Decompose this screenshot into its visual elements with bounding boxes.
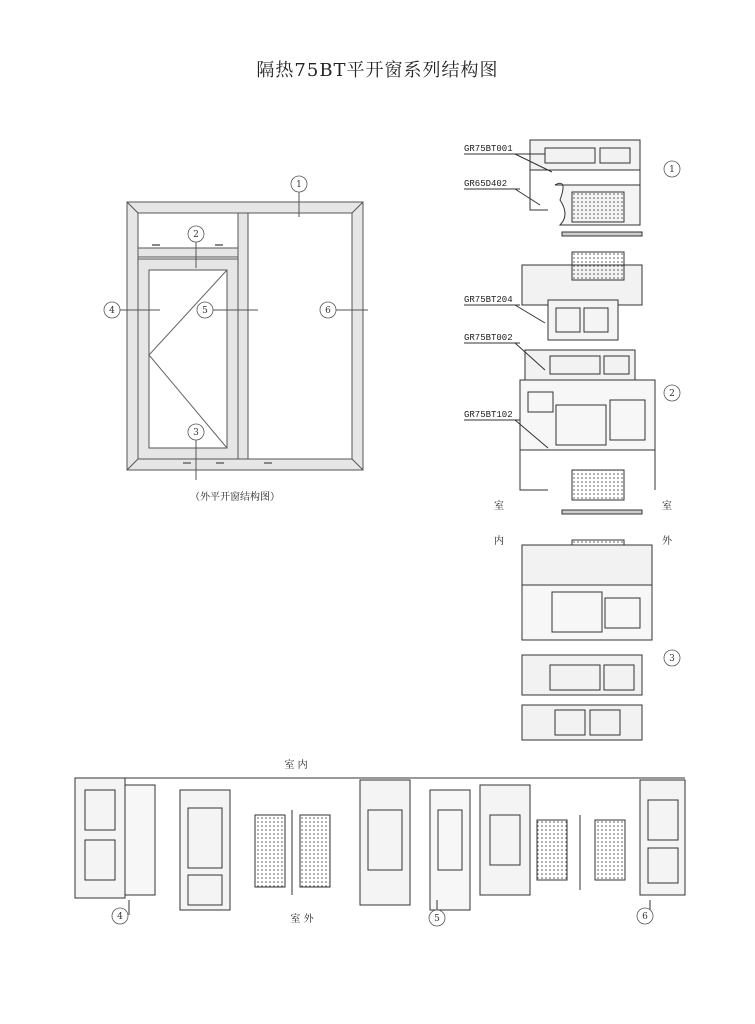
front-marker-5: 5: [202, 306, 208, 316]
front-marker-3: 3: [193, 428, 199, 438]
part-label-gr75bt204: GR75BT204: [464, 295, 513, 305]
vs-indoor-char-2: 内: [494, 536, 504, 547]
front-marker-4: 4: [109, 306, 115, 316]
vs-indoor-char-1: 室: [494, 501, 504, 512]
part-label-gr75bt102: GR75BT102: [464, 410, 513, 420]
hs-indoor-label: 室 内: [284, 760, 308, 771]
vs-marker-1: 1: [669, 165, 675, 175]
hs-outdoor-label: 室 外: [290, 914, 314, 925]
hs-marker-6: 6: [642, 912, 648, 922]
part-label-gr75bt002: GR75BT002: [464, 333, 513, 343]
hs-marker-4: 4: [117, 912, 123, 922]
part-label-gr65d402: GR65D402: [464, 179, 508, 189]
part-label-gr75bt001: GR75BT001: [464, 144, 513, 154]
hs-marker-5: 5: [434, 914, 440, 924]
front-marker-2: 2: [193, 230, 199, 240]
vs-marker-3: 3: [669, 654, 675, 664]
front-marker-6: 6: [325, 306, 331, 316]
front-marker-1: 1: [296, 180, 302, 190]
vs-outdoor-char-1: 室: [662, 501, 672, 512]
vs-marker-2: 2: [669, 389, 675, 399]
vs-outdoor-char-2: 外: [662, 536, 672, 547]
page-title: 隔热75BT平开窗系列结构图: [256, 60, 499, 81]
front-view-caption: （外平开窗结构图）: [190, 492, 280, 503]
